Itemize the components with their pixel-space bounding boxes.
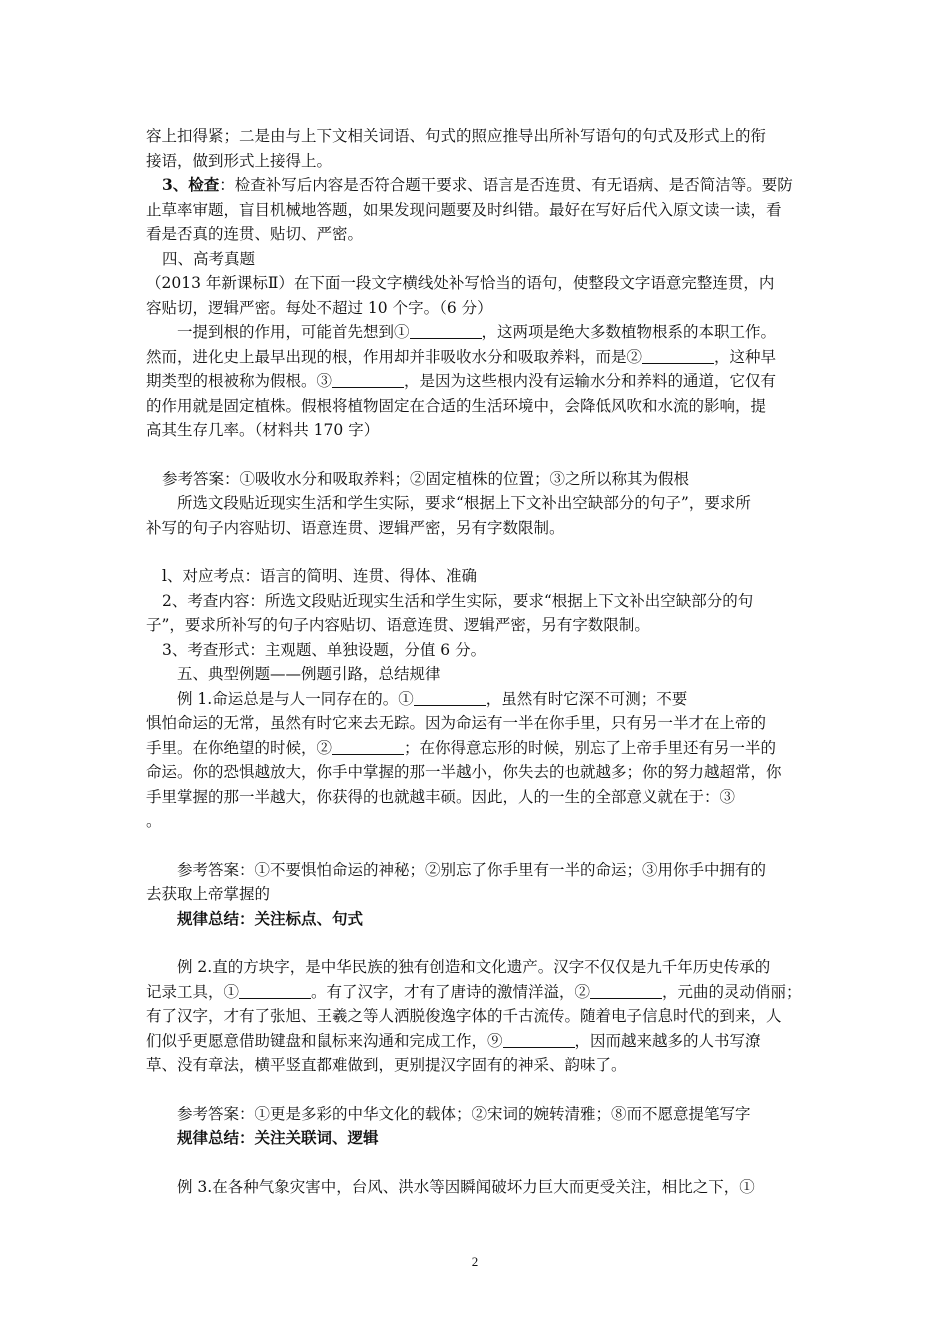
text-run: ，因而越来越多的人书写潦 xyxy=(574,1031,761,1050)
page-number: 2 xyxy=(471,1254,479,1269)
answer-blank xyxy=(642,348,714,364)
paragraph-line: 高其生存几率。（材料共 170 字） xyxy=(146,421,380,439)
paragraph-line xyxy=(146,1029,810,1054)
paragraph-line xyxy=(146,345,810,370)
text-run: ，虽然有时它深不可测；不要 xyxy=(485,689,688,708)
paragraph-line: （2013 年新课标Ⅱ）在下面一段文字横线处补写恰当的语句，使整段文字语意完整连贯，内 xyxy=(146,274,775,292)
paragraph-line xyxy=(146,173,810,198)
answer-blank xyxy=(239,983,311,999)
text-run: ，元曲的灵动俏丽； xyxy=(662,982,802,1001)
paragraph-line: 。 xyxy=(146,812,162,830)
paragraph-line xyxy=(146,736,810,761)
paragraph-line: 命运。你的恐惧越放大，你手中掌握的那一半越小，你失去的也就越多；你的努力越超常，你 xyxy=(146,763,782,781)
paragraph-line: 例 2.直的方块字，是中华民族的独有创造和文化遗产。汉字不仅仅是九千年历史传承的 xyxy=(177,958,771,976)
paragraph-line: 所选文段贴近现实生活和学生实际，要求“根据上下文补出空缺部分的句子”，要求所 xyxy=(177,494,751,512)
section-heading: 四、高考真题 xyxy=(162,249,256,268)
text-run: ，这两项是绝大多数植物根系的本职工作。 xyxy=(481,323,777,341)
answer-line: 参考答案：①不要惧怕命运的神秘；②别忘了你手里有一半的命运；③用你手中拥有的 xyxy=(177,860,767,879)
text-run: ；在你得意忘形的时候，别忘了上帝手里还有另一半的 xyxy=(404,738,777,757)
paragraph-line: 手里掌握的那一半越大，你获得的也就越丰硕。因此，人的一生的全部意义就在于：③ xyxy=(146,787,736,806)
rule-summary: 规律总结：关注标点、句式 xyxy=(177,908,364,928)
text-run: ，是因为这些根内没有运输水分和养料的通道，它仅有 xyxy=(404,372,777,390)
document-body xyxy=(146,124,810,1199)
paragraph-line: 例 3.在各种气象灾害中，台风、洪水等因瞬闻破坏力巨大而更受关注，相比之下，① xyxy=(177,1177,755,1196)
paragraph-line xyxy=(146,687,810,712)
paragraph-line xyxy=(146,320,810,345)
text-run: 期类型的根被称为假根。③ xyxy=(146,372,333,390)
paragraph-line: l、对应考点：语言的简明、连贯、得体、准确 xyxy=(162,567,477,585)
paragraph-line: 的作用就是固定植株。假根将植物固定在合适的生活环境中，会降低风吹和水流的影响，提 xyxy=(146,396,767,415)
section-heading: 五、典型例题——例题引路，总结规律 xyxy=(177,665,441,683)
answer-blank xyxy=(414,690,486,706)
paragraph-line: 看是否真的连贯、贴切、严密。 xyxy=(146,225,364,243)
text-run: 然而，进化史上最早出现的根，作用却并非吸收水分和吸取养料，而是② xyxy=(146,347,643,366)
answer-line: 参考答案：①更是多彩的中华文化的载体；②宋词的婉转清雅；⑧而不愿意提笔写字 xyxy=(177,1104,751,1123)
answer-blank xyxy=(332,739,404,755)
paragraph-line: 接语，做到形式上接得上。 xyxy=(146,151,333,170)
paragraph-line: 容上扣得紧；二是由与上下文相关词语、句式的照应推导出所补写语句的句式及形式上的衔 xyxy=(146,127,767,145)
paragraph-line xyxy=(146,369,810,394)
paragraph-line: 2、考查内容：所选文段贴近现实生活和学生实际，要求“根据上下文补出空缺部分的句 xyxy=(162,591,754,610)
text-run: 一提到根的作用，可能首先想到① xyxy=(177,323,410,341)
answer-blank xyxy=(332,372,404,388)
paragraph-line: 容贴切，逻辑严密。每处不超过 10 个字。（6 分） xyxy=(146,298,493,317)
paragraph-line: 去获取上帝掌握的 xyxy=(146,885,271,903)
paragraph-line: 补写的句子内容贴切、语意连贯、逻辑严密，另有字数限制。 xyxy=(146,518,565,537)
text-run: 记录工具，① xyxy=(146,982,240,1001)
paragraph-line: 止草率审题，盲目机械地答题，如果发现问题要及时纠错。最好在写好后代入原文读一读，看 xyxy=(146,200,782,219)
paragraph-line: 草、没有章法，横平竖直都难做到，更别提汉字固有的神采、韵味了。 xyxy=(146,1056,627,1074)
text-run: ：检查补写后内容是否符合题干要求、语言是否连贯、有无语病、是否简洁等。要防 xyxy=(219,176,793,194)
paragraph-line: 子”，要求所补写的句子内容贴切、语意连贯、逻辑严密，另有字数限制。 xyxy=(146,616,650,634)
rule-summary: 规律总结：关注关联词、逻辑 xyxy=(177,1128,379,1147)
text-run: 们似乎更愿意借助键盘和鼠标来沟通和完成工作，⑨ xyxy=(146,1031,503,1050)
text-run: ，这种早 xyxy=(714,347,777,366)
section-label-check: 3、检查 xyxy=(162,175,220,194)
answer-line: 参考答案：①吸收水分和吸取养料；②固定植株的位置；③之所以称其为假根 xyxy=(162,469,690,488)
answer-blank xyxy=(590,983,662,999)
answer-blank xyxy=(410,323,482,339)
text-run: 手里。在你绝望的时候，② xyxy=(146,738,333,757)
paragraph-line: 3、考查形式：主观题、单独设题，分值 6 分。 xyxy=(162,640,487,659)
paragraph-line xyxy=(146,980,810,1005)
text-run: 。有了汉字，才有了唐诗的激情洋溢，② xyxy=(311,982,591,1001)
text-run: 例 1.命运总是与人一同存在的。① xyxy=(177,689,414,708)
answer-blank xyxy=(503,1032,575,1048)
paragraph-line: 惧怕命运的无常，虽然有时它来去无踪。因为命运有一半在你手里，只有另一半才在上帝的 xyxy=(146,714,767,732)
paragraph-line: 有了汉字，才有了张旭、王羲之等人洒脱俊逸字体的千古流传。随着电子信息时代的到来，人 xyxy=(146,1007,782,1025)
